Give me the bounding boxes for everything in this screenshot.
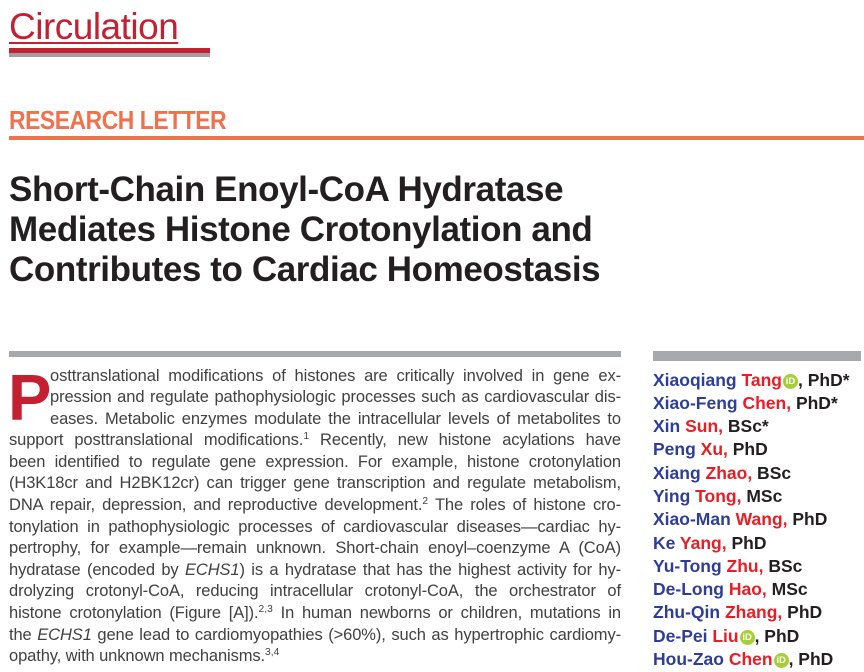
title-line: Short-Chain Enoyl-CoA Hydratase xyxy=(9,169,564,209)
author-degree: PhD xyxy=(787,509,828,530)
authors-list xyxy=(653,369,861,672)
author-first-name: Xiang xyxy=(653,462,706,483)
reference-superscript: 3,4 xyxy=(265,647,280,659)
author-entry xyxy=(653,532,861,555)
author-entry xyxy=(653,625,861,648)
reference-superscript: 2 xyxy=(422,496,429,508)
body-line xyxy=(9,603,621,625)
author-entry xyxy=(653,438,861,461)
orcid-icon[interactable]: iD xyxy=(774,653,789,668)
author-entry xyxy=(653,601,861,624)
body-line xyxy=(9,452,621,474)
author-last-name: Yang, xyxy=(679,532,727,553)
gene-name-italic: ECHS1 xyxy=(37,625,92,644)
author-degree: MSc xyxy=(766,579,808,600)
author-entry xyxy=(653,369,861,392)
content-columns xyxy=(9,351,864,672)
body-paragraph xyxy=(8,360,621,668)
author-first-name: Ying xyxy=(653,485,696,506)
body-text: been identified to regulate gene expression. For example, histone crotonylation xyxy=(9,452,621,471)
author-first-name: Peng xyxy=(653,439,701,460)
body-text: gene lead to cardiomyopathies (>60%), such as hypertrophic cardiomy- xyxy=(91,625,621,644)
author-degree: PhD xyxy=(727,439,768,460)
body-lines xyxy=(8,360,621,668)
author-column xyxy=(653,351,861,672)
body-text: opathy, with unknown mechanisms. xyxy=(9,647,266,666)
body-line xyxy=(9,560,621,582)
author-entry xyxy=(653,555,861,578)
body-line xyxy=(9,517,621,539)
body-text: support posttranslational modifications. xyxy=(9,431,304,450)
body-text: histone crotonylation (Figure [A]). xyxy=(9,604,259,623)
author-degree: BSc xyxy=(752,462,792,483)
body-line xyxy=(9,538,621,560)
body-line xyxy=(50,366,621,388)
body-text: osttranslational modifications of histones are critically involved in gene ex- xyxy=(50,366,621,385)
author-last-name: Sun, xyxy=(685,416,724,437)
body-text: drolyzing crotonyl-CoA, reducing intracellular crotonyl-CoA, the orchestrator of xyxy=(9,582,621,601)
author-last-name: Hao, xyxy=(728,579,767,600)
body-text: In human newborns or children, mutations in xyxy=(272,604,621,623)
body-text: the xyxy=(9,625,38,644)
author-degree: MSc xyxy=(741,485,783,506)
author-last-name: Wang, xyxy=(735,509,788,530)
body-text: pression and regulate pathophysiologic processes such as cardiovascular dis- xyxy=(50,388,621,407)
author-last-name: Chen xyxy=(728,649,773,670)
kicker-rule xyxy=(9,136,864,140)
body-text: pertrophy, for example—remain unknown. Short-chain enoyl–coenzyme A (CoA) xyxy=(9,539,621,558)
author-first-name: Zhu-Qin xyxy=(653,602,725,623)
body-text: (H3K18cr and H2BK12cr) can trigger gene transcription and regulate metabolism, xyxy=(9,474,621,493)
title-line: Mediates Histone Crotonylation and xyxy=(9,209,593,249)
orcid-icon[interactable]: iD xyxy=(740,630,755,645)
reference-superscript: 2,3 xyxy=(258,604,273,616)
author-degree: PhD* xyxy=(791,392,838,413)
author-last-name: Zhang, xyxy=(724,602,783,623)
author-first-name: Xiao-Man xyxy=(653,509,736,530)
author-first-name: Ke xyxy=(653,532,680,553)
orcid-icon[interactable]: iD xyxy=(783,374,798,389)
author-first-name: Xin xyxy=(653,416,686,437)
author-entry xyxy=(653,485,861,508)
author-degree: PhD xyxy=(782,602,823,623)
author-degree: , PhD* xyxy=(798,369,850,390)
author-degree: BSc* xyxy=(723,416,769,437)
column-rule-left xyxy=(9,351,621,357)
body-line xyxy=(9,646,621,668)
body-line xyxy=(50,409,621,431)
author-first-name: Hou-Zao xyxy=(653,649,729,670)
page-title xyxy=(9,170,864,290)
author-first-name: Yu-Tong xyxy=(653,555,727,576)
author-degree: PhD xyxy=(726,532,767,553)
author-last-name: Chen, xyxy=(742,392,792,413)
author-entry xyxy=(653,508,861,531)
body-line xyxy=(9,473,621,495)
body-line xyxy=(9,581,621,603)
article-type-row xyxy=(9,107,864,140)
logo-gray-bar xyxy=(9,53,210,57)
gene-name-italic: ECHS1 xyxy=(184,560,240,579)
body-text: Recently, new histone acylations have xyxy=(309,431,621,450)
body-text: tonylation in pathophysiologic processes of cardiovascular diseases—cardiac hy- xyxy=(9,517,621,536)
journal-name[interactable]: Circulation xyxy=(9,6,179,47)
author-degree: , PhD xyxy=(788,649,834,670)
article-type-label: RESEARCH LETTER xyxy=(9,105,227,135)
author-last-name: Tang xyxy=(741,369,782,390)
body-text: eases. Metabolic enzymes modulate the intracellular levels of metabolites to xyxy=(50,409,621,428)
author-last-name: Tong, xyxy=(695,485,742,506)
author-entry xyxy=(653,462,861,485)
author-last-name: Liu xyxy=(712,625,739,646)
body-text: DNA repair, depression, and reproductive development. xyxy=(9,496,423,515)
title-line: Contributes to Cardiac Homeostasis xyxy=(9,249,601,289)
author-entry xyxy=(653,392,861,415)
author-entry xyxy=(653,648,861,671)
body-line xyxy=(50,387,621,409)
author-degree: , PhD xyxy=(754,625,800,646)
body-text: ) is a hydratase that has the highest activity for hy- xyxy=(239,560,621,579)
author-first-name: De-Pei xyxy=(653,625,713,646)
body-text: hydratase (encoded by xyxy=(9,560,185,579)
body-line xyxy=(9,625,621,647)
journal-logo[interactable] xyxy=(9,8,210,57)
author-last-name: Xu, xyxy=(700,439,728,460)
author-last-name: Zhao, xyxy=(705,462,753,483)
body-text: The roles of histone cro- xyxy=(428,496,621,515)
author-degree: BSc xyxy=(763,555,803,576)
reference-superscript: 1 xyxy=(303,431,309,443)
dropcap: P xyxy=(8,360,52,434)
author-first-name: Xiaoqiang xyxy=(653,369,742,390)
body-line xyxy=(9,495,621,517)
body-column xyxy=(9,351,621,672)
body-line xyxy=(9,430,621,452)
author-entry xyxy=(653,578,861,601)
author-last-name: Zhu, xyxy=(726,555,764,576)
column-rule-right xyxy=(653,351,861,361)
author-first-name: De-Long xyxy=(653,579,729,600)
author-first-name: Xiao-Feng xyxy=(653,392,743,413)
author-entry xyxy=(653,415,861,438)
